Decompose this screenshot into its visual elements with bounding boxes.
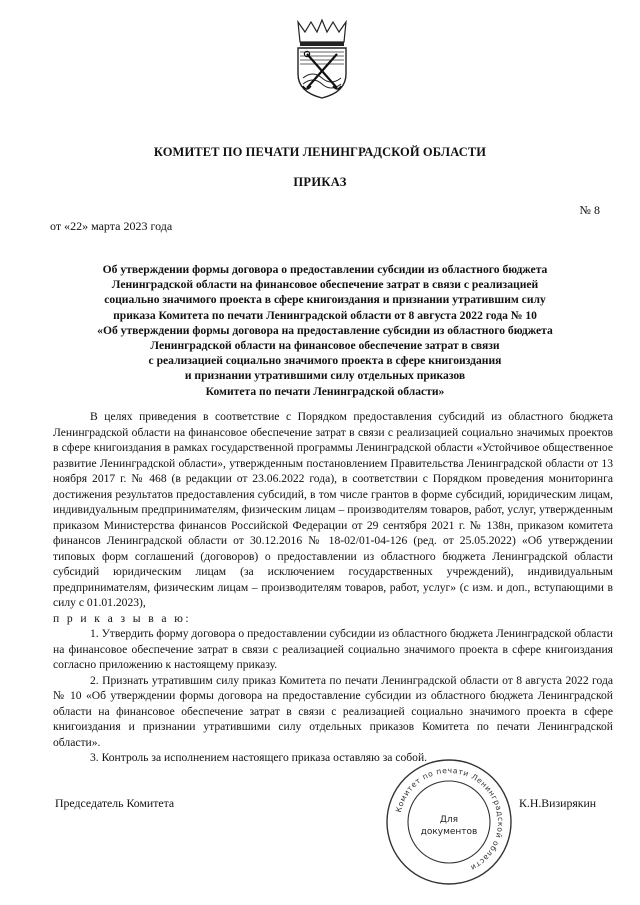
coat-of-arms-icon <box>293 18 351 100</box>
title-line: с реализацией социально значимого проекта в сфере книгоиздания <box>148 354 502 368</box>
title-line: Об утверждении формы договора о предоставлении субсидии из областного бюджета <box>102 263 548 276</box>
organization-name: КОМИТЕТ ПО ПЕЧАТИ ЛЕНИНГРАДСКОЙ ОБЛАСТИ <box>153 145 487 159</box>
order-item-2: 2. Признать утратившим силу приказ Комитета по печати Ленинградской области от 8 августа 2022 года № 10 «Об утверждении формы договора на предоставление субсидии из областного бюджета Ленинградской области на финансовое обеспечение затрат в связи с реализацией социально значимого проекта в сфере книгоиздания и признании утратившими силу отдельных приказов Комитета по печати Ленинградской области». <box>53 673 613 749</box>
signatory-position: Председатель Комитета <box>55 796 175 810</box>
document-body <box>53 409 613 766</box>
official-stamp-icon <box>384 757 514 887</box>
preamble-paragraph: В целях приведения в соответствие с Порядком предоставления субсидий из областного бюджета Ленинградской области на финансовое обеспечение затрат в связи с реализацией социально значимых проектов в сфере книгоиздания в рамках государственной программы Ленинградской области «Устойчивое общественное развитие Ленинградской области», утвержденным постановлением Правительства Ленинградской области от 13 ноября 2017 г. № 468 (в редакции от 23.06.2022 года), в соответствии с Порядком проведения мониторинга достижения результатов предоставления субсидий, в том числе грантов в форме субсидий, юридическим лицам, индивидуальным предпринимателям, физическим лицам – производителям товаров, работ, услуг, утвержденным приказом Министерства финансов Российской Федерации от 29 сентября 2021 г. № 138н, приказом комитета финансов Ленинградской области от 30.12.2016 № 18-02/01-04-126 (ред. от 25.05.2022) «Об утверждении типовых форм соглашений (договоров) о предоставлении из областного бюджета Ленинградской области субсидий юридическим лицам (за исключением государственных учреждений), индивидуальным предпринимателям, физическим лицам – производителям товаров, работ, услуг» (с изм. и доп., вступающими в силу с 01.01.2023), <box>53 410 613 609</box>
title-line: Ленинградской области на финансовое обеспечение затрат в связи с реализацией <box>111 278 539 292</box>
title-line: социально значимого проекта в сфере книгоиздания и признании утратившим силу <box>104 293 546 307</box>
stamp-center-text-2: документов <box>420 827 478 837</box>
order-item-3: 3. Контроль за исполнением настоящего приказа оставляю за собой. <box>90 751 428 764</box>
order-word: п р и к а з ы в а ю: <box>53 611 191 625</box>
title-line: «Об утверждении формы договора на предоставление субсидии из областного бюджета <box>97 323 553 337</box>
order-item-1: 1. Утвердить форму договора о предоставлении субсидии из областного бюджета Ленинградской области на финансовое обеспечение затрат в связи с реализацией социально значимого проекта в сфере книгоиздания согласно приложению к настоящему приказу. <box>53 627 613 671</box>
title-line: приказа Комитета по печати Ленинградской области от 8 августа 2022 года № 10 <box>113 308 537 322</box>
document-date: от «22» марта 2023 года <box>50 219 173 233</box>
title-line: Ленинградской области на финансовое обеспечение затрат в связи <box>150 339 500 353</box>
stamp-ring-text: Комитет по печати Ленинградской области <box>393 765 506 873</box>
document-title <box>55 262 595 399</box>
title-line: Комитета по печати Ленинградской области» <box>205 384 445 398</box>
signatory-name: К.Н.Визирякин <box>519 796 597 810</box>
stamp-center-text-1: Для <box>439 815 459 825</box>
title-line: и признании утратившими силу отдельных приказов <box>184 369 466 383</box>
document-number: № 8 <box>579 203 600 217</box>
document-type: ПРИКАЗ <box>293 175 347 189</box>
